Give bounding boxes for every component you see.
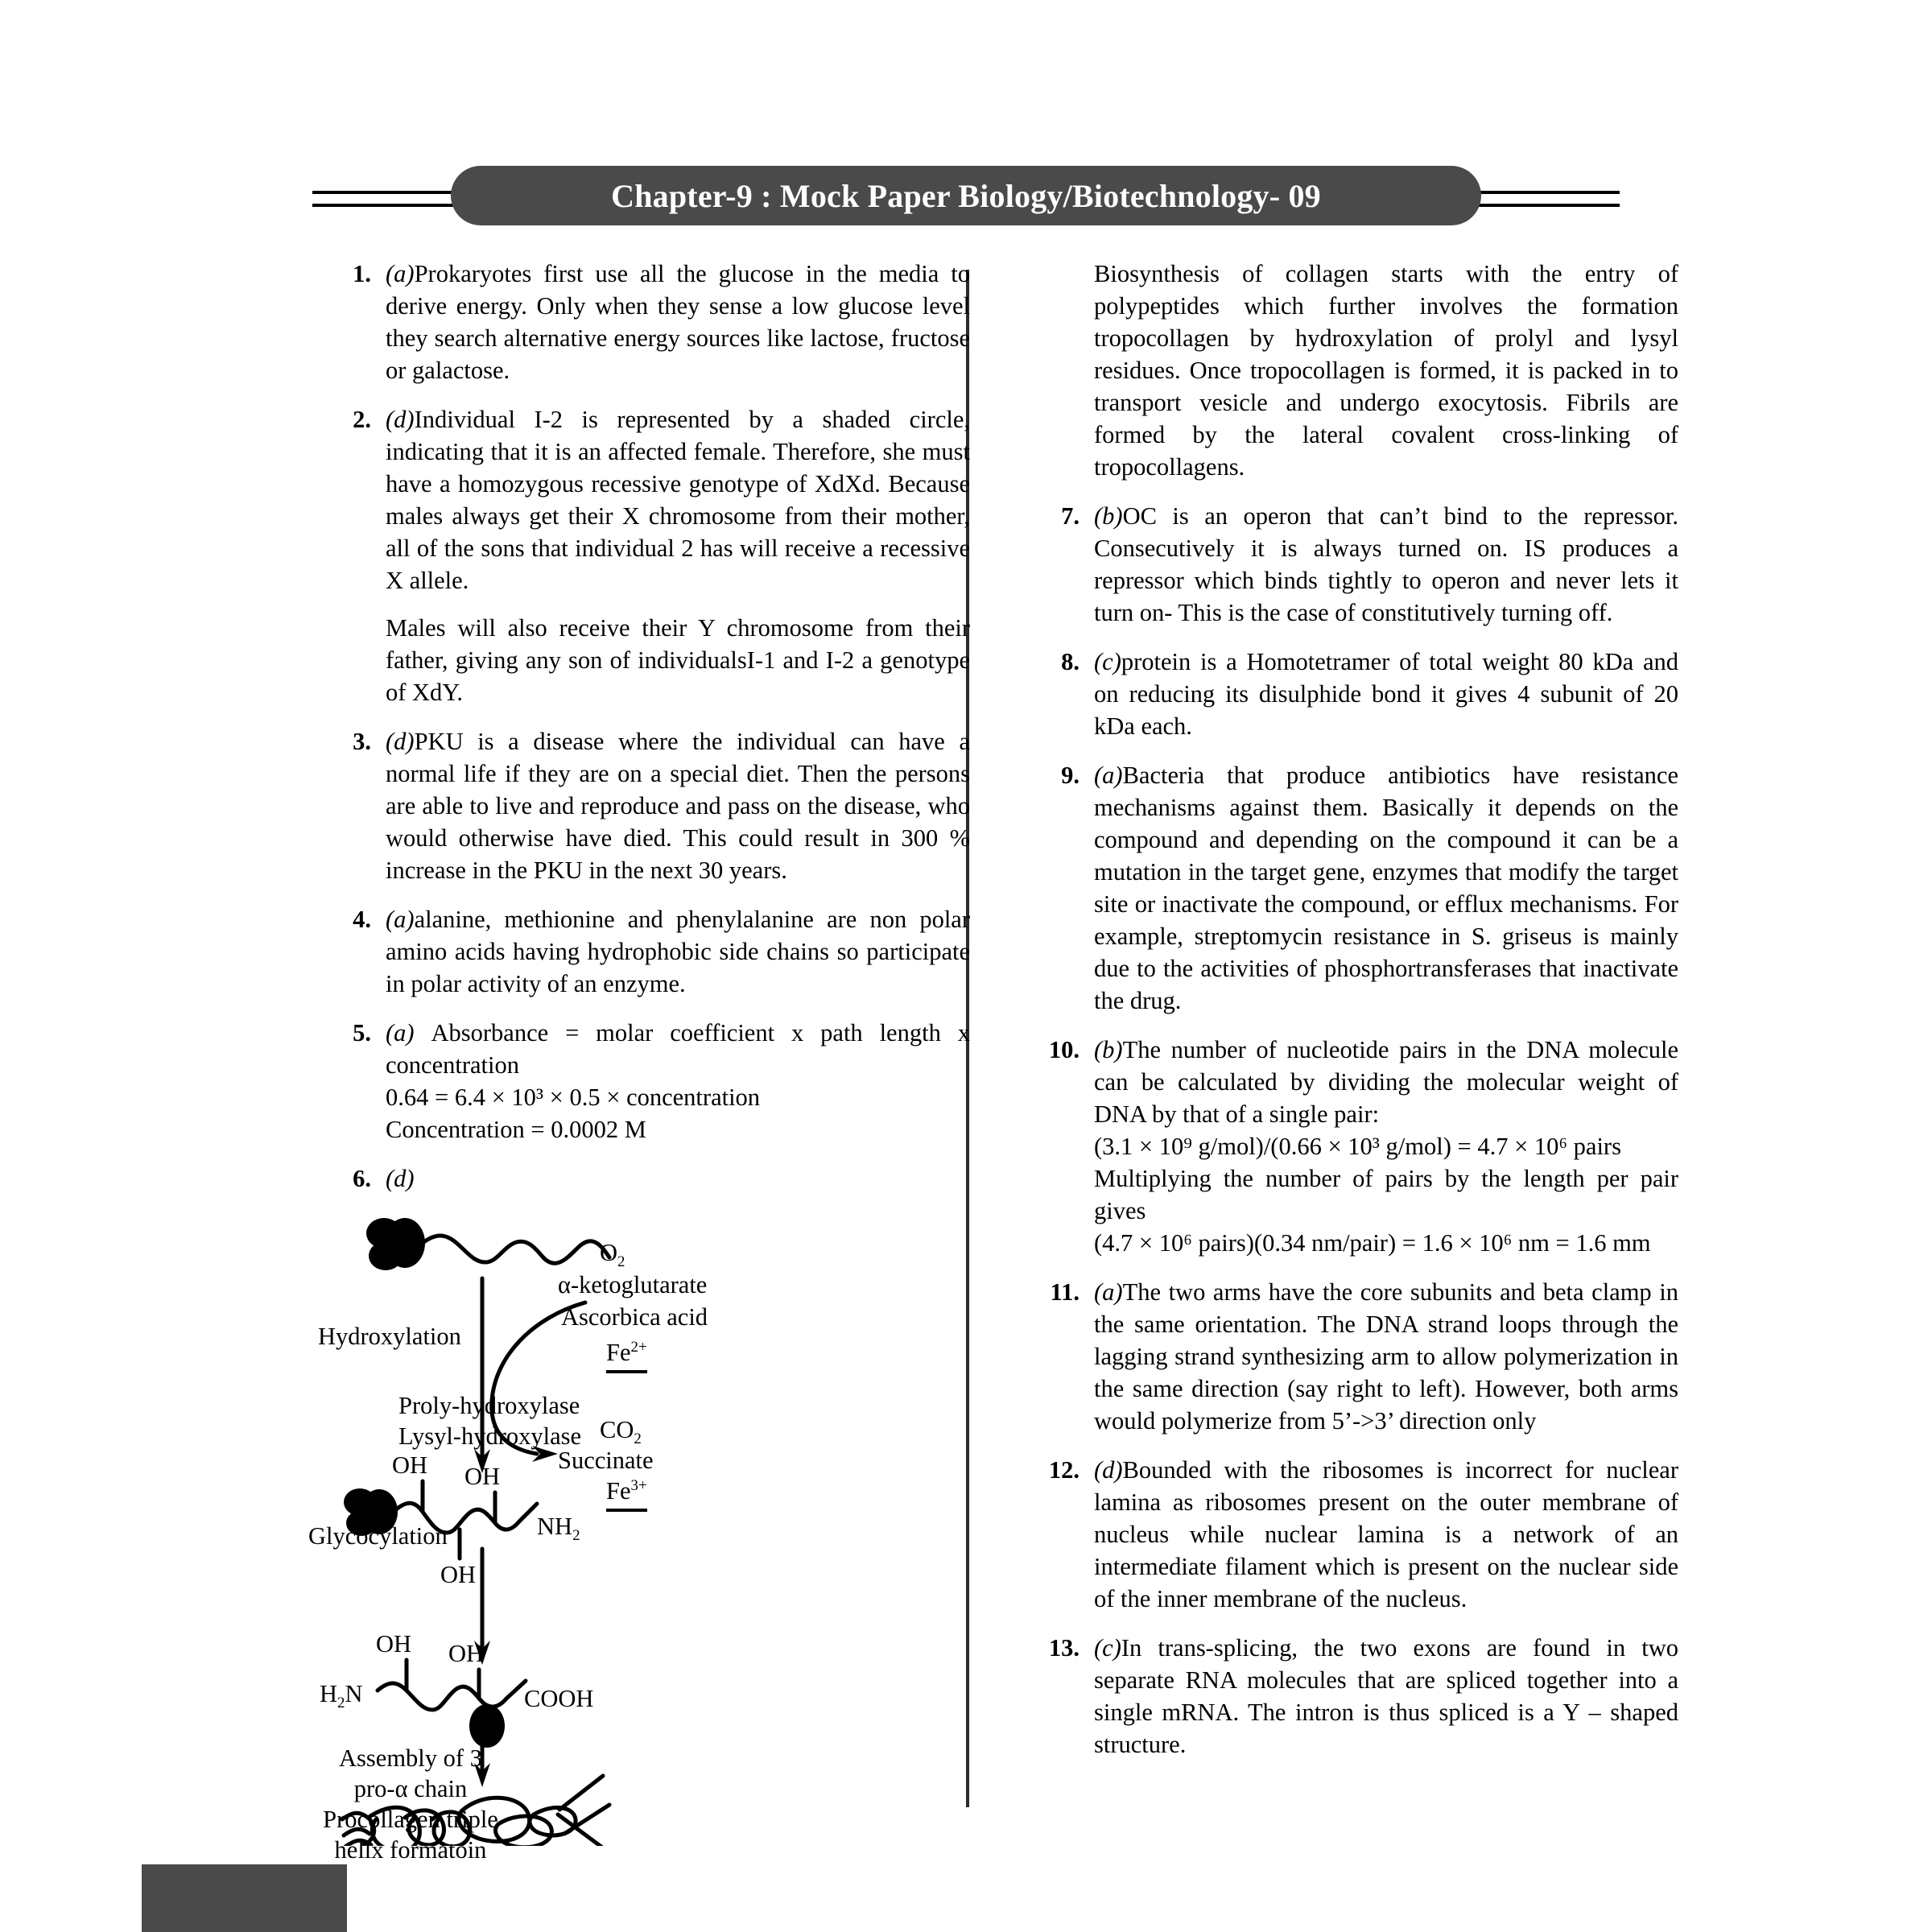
label-alpha-ketoglutarate: α-ketoglutarate [558, 1271, 708, 1298]
page-header [0, 166, 1932, 225]
right-column [1034, 258, 1678, 1777]
label-oh-3: OH [440, 1561, 477, 1588]
item-number: 8. [1061, 648, 1080, 675]
item-subparagraph: Males will also receive their Y chromosome from their father, giving any son of individualsI-1 and I-2 a genotype of XdY. [386, 614, 970, 706]
item-body: In trans-splicing, the two exons are found in two separate RNA molecules that are spliced together into a single mRNA. The intron is thus spliced is a Y – shaped structure. [1094, 1634, 1678, 1758]
label-succinate: Succinate [558, 1447, 654, 1474]
list-item [326, 258, 970, 386]
item-body: Bounded with the ribosomes is incorrect for nuclear lamina as ribosomes present on the outer membrane of nucleus while nuclear lamina is a network of an intermediate filament which is present on the nuclear side of the inner membrane of the nucleus. [1094, 1456, 1678, 1612]
item-body: OC is an operon that can’t bind to the repressor. Consecutively it is always turned on. IS produces a repressor which binds tightly to operon and never lets it turn on- This is the case of constitutively turning off. [1094, 502, 1678, 626]
item-option: (d) [1094, 1456, 1123, 1484]
header-title-pill [451, 166, 1481, 225]
item-number: 1. [353, 260, 371, 287]
label-ascorbic-acid: Ascorbica acid [561, 1303, 708, 1331]
item-option: (a) [386, 1019, 431, 1046]
item-body: PKU is a disease where the individual can have a normal life if they are on a special diet. Then the persons are able to live and reproduce and pass on the disease, who would otherwise have died. This could result in 300 % increase in the PKU in the next 30 years. [386, 728, 970, 884]
left-column [308, 258, 970, 1864]
item-number: 7. [1061, 502, 1080, 530]
item-option: (a) [386, 906, 415, 933]
list-item [326, 903, 970, 1000]
item-text [1094, 1454, 1678, 1615]
item-text [386, 903, 970, 1000]
polypeptide-chain-top [423, 1236, 609, 1263]
label-fe2plus: $Fe^{2+}$ [606, 1336, 647, 1373]
formula-line: (3.1 × 10⁹ g/mol)/(0.66 × 10³ g/mol) = 4.7 × 10⁶ pairs [1094, 1133, 1621, 1160]
item-option: (a) [1094, 1278, 1123, 1306]
item-text [1094, 1034, 1678, 1130]
item-option: (c) [1094, 1634, 1121, 1662]
item-option: (b) [1094, 1036, 1123, 1063]
item-text [386, 403, 970, 597]
item-text [386, 258, 970, 386]
item-text [1094, 500, 1678, 629]
item-body: Absorbance = molar coefficient x path length x concentration [386, 1019, 970, 1079]
label-oh-2: OH [464, 1463, 501, 1490]
item-number: 3. [353, 728, 371, 755]
item-option: (d) [386, 406, 415, 433]
collagen-biosynthesis-diagram [308, 1198, 970, 1864]
item-midtext: Multiplying the number of pairs by the length per pair gives [1094, 1165, 1678, 1224]
item-option: (a) [386, 260, 415, 287]
label-assembly-2: pro-α chain [353, 1775, 468, 1802]
item-number: 5. [353, 1019, 371, 1046]
item-body: Individual I-2 is represented by a shaded circle, indicating that it is an affected female. Therefore, she must have a homozygous recessive genotype of XdXd. Because males always get their X chromosome from their mother, all of the sons that individual 2 has will receive a recessive X allele. [386, 406, 970, 594]
list-item [1034, 1632, 1678, 1761]
item-text [1094, 1632, 1678, 1761]
label-cooh: COOH [524, 1685, 594, 1712]
lead-paragraph-block [1034, 258, 1678, 483]
label-prolyl-hydroxylase: Proly-hydroxylase [398, 1392, 580, 1419]
footer-block [142, 1864, 347, 1932]
label-assembly-1: Assembly of 3 [339, 1744, 482, 1772]
item-number: 12. [1048, 1456, 1080, 1484]
item-body: alanine, methionine and phenylalanine are non polar amino acids having hydrophobic side chains so participate in polar activity of an enzyme. [386, 906, 970, 997]
glycan-blob-icon [469, 1704, 505, 1748]
label-co2: $CO_2$ [600, 1416, 642, 1448]
item-number: 11. [1050, 1278, 1080, 1306]
item-option: (d) [386, 728, 415, 755]
list-item [326, 403, 970, 708]
list-item [1034, 1276, 1678, 1437]
list-item [1034, 1454, 1678, 1615]
item-number: 13. [1048, 1634, 1080, 1662]
item-option: (a) [1094, 762, 1123, 789]
item-body: The two arms have the core subunits and beta clamp in the same orientation. The DNA strand loops through the lagging strand synthesizing arm to allow polymerization in the same direction (say right to left). However, both arms would polymerize from 5’->3’ direction only [1094, 1278, 1678, 1435]
formula-line: (4.7 × 10⁶ pairs)(0.34 nm/pair) = 1.6 × 10⁶ nm = 1.6 mm [1094, 1229, 1651, 1257]
list-item [326, 1017, 970, 1146]
item-text [386, 1162, 970, 1195]
item-body: The number of nucleotide pairs in the DNA molecule can be calculated by dividing the molecular weight of DNA by that of a single pair: [1094, 1036, 1678, 1128]
list-item [1034, 646, 1678, 742]
item-number: 9. [1061, 762, 1080, 789]
item-option: (c) [1094, 648, 1121, 675]
label-lysyl-hydroxylase: Lysyl-hydroxylase [398, 1422, 582, 1450]
lead-paragraph: Biosynthesis of collagen starts with the entry of polypeptides which further involves the formation tropocollagen by hydroxylation of prolyl and lysyl residues. Once tropocollagen is formed, it is packed in to transport vesicle and undergo exocytosis. Fibrils are formed by the lateral covalent cross-linking of tropocollagens. [1094, 260, 1678, 481]
item-number: 4. [353, 906, 371, 933]
polypeptide-chain-low [378, 1681, 526, 1710]
item-text [386, 1017, 970, 1081]
item-number: 6. [353, 1165, 371, 1192]
label-oh-4: OH [376, 1630, 412, 1657]
page-title: Chapter-9 : Mock Paper Biology/Biotechnology- 09 [611, 177, 1321, 214]
item-body: Prokaryotes first use all the glucose in the media to derive energy. Only when they sense a low glucose level they search alternative energy sources like lactose, fructose or galactose. [386, 260, 970, 384]
list-item [326, 1162, 970, 1195]
label-o2: $O_2$ [600, 1239, 625, 1271]
list-item [326, 725, 970, 886]
item-text [1094, 646, 1678, 742]
item-text [1094, 1276, 1678, 1437]
formula-line: 0.64 = 6.4 × 10³ × 0.5 × concentration [386, 1084, 761, 1111]
label-h2n: $H_2N$ [320, 1680, 363, 1712]
item-body: protein is a Homotetramer of total weight 80 kDa and on reducing its disulphide bond it gives 4 subunit of 20 kDa each. [1094, 648, 1678, 740]
item-option: (b) [1094, 502, 1123, 530]
label-assembly-4: hellx formatoin [334, 1836, 487, 1864]
label-oh-5: OH [448, 1640, 485, 1667]
list-item [1034, 500, 1678, 629]
label-assembly-3: Procollagen triple [323, 1806, 498, 1833]
formula-line: Concentration = 0.0002 M [386, 1116, 646, 1143]
propeptide-blob-icon [366, 1218, 425, 1270]
label-hydroxylation: Hydroxylation [318, 1323, 461, 1350]
list-item [1034, 1034, 1678, 1259]
item-body: Bacteria that produce antibiotics have resistance mechanisms against them. Basically it depends on the compound and depending on the compound it can be a mutation in the target gene, enzymes that modify the target site or inactivate the compound, or efflux mechanisms. For example, streptomycin resistance in S. griseus is mainly due to the activities of phosphortransferases that inactivate the drug. [1094, 762, 1678, 1014]
item-option: (d) [386, 1165, 415, 1192]
item-number: 2. [353, 406, 371, 433]
item-text [386, 725, 970, 886]
label-fe3plus: $Fe^{3+}$ [606, 1475, 647, 1512]
label-oh-1: OH [392, 1451, 428, 1479]
label-glycocylation: Glycocylation [308, 1522, 448, 1550]
label-nh2: $NH_2$ [537, 1513, 580, 1545]
item-text [1094, 759, 1678, 1017]
list-item [1034, 759, 1678, 1017]
item-number: 10. [1048, 1036, 1080, 1063]
